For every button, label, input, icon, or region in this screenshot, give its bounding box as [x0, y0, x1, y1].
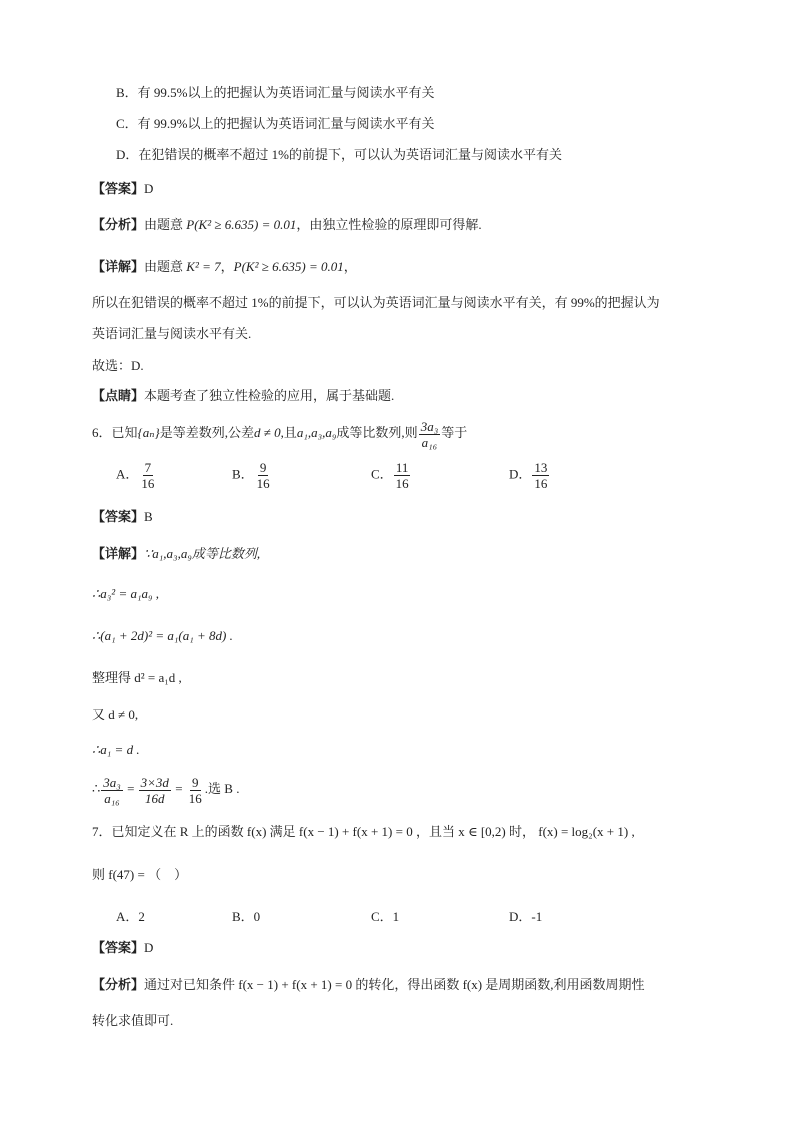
q7-analysis-l2: 转化求值即可.: [92, 1013, 174, 1028]
q5-detail: [92, 258, 357, 277]
q5-option-b: B．有 99.5%以上的把握认为英语词汇量与阅读水平有关: [116, 85, 435, 100]
comment-text: 本题考查了独立性检验的应用，属于基础题.: [144, 388, 395, 403]
detail-text: ∵a₁,a₃,a₉成等比数列,: [144, 546, 261, 561]
q6-option-a: [116, 460, 157, 491]
option-label: A．: [116, 466, 139, 482]
q6-fraction: [419, 419, 441, 450]
q5-detail-line3: 英语词汇量与阅读水平有关.: [92, 326, 252, 341]
frac-num: 11: [395, 460, 409, 475]
q6-detail-l1: [92, 545, 260, 564]
answer-value: D: [144, 940, 154, 955]
q6-detail-l6: ∴a₁ = d .: [92, 742, 140, 757]
answer-tag: 【答案】: [92, 182, 145, 197]
q5-option-d: D．在犯错误的概率不超过 1%的前提下，可以认为英语词汇量与阅读水平有关: [116, 147, 562, 162]
frac-den: 16: [534, 476, 548, 491]
detail-conclusion: .选 B .: [204, 781, 240, 796]
option-label: B．: [232, 466, 254, 482]
q6-detail-l2: ∴a₃² = a₁a₉ ,: [92, 586, 159, 601]
answer-tag: 【答案】: [92, 941, 145, 956]
frac-num: 7: [144, 460, 152, 475]
q7-option-d: D．-1: [509, 909, 543, 924]
analysis-text-end: ，由独立性检验的原理即可得解.: [296, 217, 482, 232]
q6-seq: {aₙ}: [137, 425, 160, 440]
frac-num: 13: [534, 460, 548, 475]
q7-option-c: C．1: [371, 909, 400, 924]
q7-answer: [92, 939, 153, 958]
frac-den: a₁₆: [421, 434, 438, 450]
analysis-text: 通过对已知条件 f(x − 1) + f(x + 1) = 0 的转化，得出函数 f(x) 是周期函数,利用函数周期性: [144, 977, 645, 992]
fraction-2: [139, 775, 171, 806]
q6-cond: d ≠ 0: [253, 425, 281, 440]
q6-detail-l5: 又 d ≠ 0,: [92, 707, 139, 722]
detail-formula-2: P(K² ≥ 6.635) = 0.01: [233, 259, 344, 274]
frac-den: 16: [141, 476, 155, 491]
option-fraction: [255, 460, 272, 491]
equals-sign: =: [171, 781, 186, 796]
detail-tag: 【详解】: [92, 260, 145, 275]
frac-den: 16: [395, 476, 409, 491]
q6-text: 6．已知: [92, 425, 138, 440]
answer-tag: 【答案】: [92, 510, 145, 525]
frac-den: 16: [256, 476, 270, 491]
equals-sign: =: [123, 781, 138, 796]
detail-sep: ，: [220, 259, 234, 274]
frac-num: 3a₃: [420, 418, 439, 434]
analysis-tag: 【分析】: [92, 218, 145, 233]
detail-tag: 【详解】: [92, 547, 145, 562]
frac-num: 3×3d: [140, 774, 169, 790]
frac-num: 3a₃: [103, 774, 121, 790]
q6-text-4: 成等比数列,则: [336, 425, 418, 440]
q6-text-3: ,且: [280, 425, 297, 440]
q6-answer: [92, 508, 153, 527]
frac-den: 16d: [145, 790, 165, 806]
detail-formula-1: K² = 7: [186, 259, 221, 274]
analysis-text: 由题意: [144, 217, 187, 232]
q6-text-2: 是等差数列,公差: [159, 425, 254, 440]
frac-num: 9: [192, 774, 199, 790]
frac-den: 16: [188, 790, 202, 806]
q6-stem: [92, 416, 467, 450]
q6-detail-l4: 整理得 d² = a₁d ,: [92, 670, 182, 685]
comment-tag: 【点睛】: [92, 389, 145, 404]
detail-text: 由题意: [144, 259, 187, 274]
q7-stem-l1: 7．已知定义在 R 上的函数 f(x) 满足 f(x − 1) + f(x + 1) = 0 ，且当 x ∈ [0,2) 时， f(x) = log₂(x + 1) ,: [92, 824, 635, 839]
q5-answer: [92, 180, 153, 199]
option-fraction: [139, 460, 156, 491]
option-fraction: [532, 460, 549, 491]
analysis-tag: 【分析】: [92, 978, 145, 993]
q6-option-c: [371, 460, 412, 491]
q6-option-d: [509, 460, 550, 491]
q5-comment: [92, 387, 394, 406]
q7-option-a: A．2: [116, 909, 145, 924]
q6-terms: a₁,a₃,a₉: [296, 425, 337, 440]
answer-value: B: [144, 509, 153, 524]
q7-stem-l2: 则 f(47) = （ ）: [92, 867, 188, 882]
q5-analysis: [92, 216, 482, 235]
option-label: D．: [509, 466, 532, 482]
q5-detail-line2: 所以在犯错误的概率不超过 1%的前提下，可以认为英语词汇量与阅读水平有关，有 99%的把握认为: [92, 295, 660, 310]
q6-detail-l7: [92, 772, 239, 806]
frac-num: 9: [259, 460, 267, 475]
q7-analysis-l1: [92, 976, 645, 995]
q6-text-5: 等于: [441, 425, 468, 440]
q5-detail-line4: 故选：D.: [92, 358, 144, 373]
analysis-formula: P(K² ≥ 6.635) = 0.01: [186, 217, 297, 232]
q5-option-c: C．有 99.9%以上的把握认为英语词汇量与阅读水平有关: [116, 116, 435, 131]
option-fraction: [394, 460, 411, 491]
q6-detail-l3: ∴(a₁ + 2d)² = a₁(a₁ + 8d) .: [92, 628, 233, 643]
detail-end: ，: [343, 259, 357, 274]
q6-option-b: [232, 460, 273, 491]
therefore-sign: ∴: [92, 781, 101, 796]
fraction-1: [101, 775, 123, 806]
frac-den: a₁₆: [104, 790, 120, 806]
answer-value: D: [144, 181, 154, 196]
fraction-3: [187, 775, 204, 806]
option-label: C．: [371, 466, 393, 482]
q7-option-b: B．0: [232, 909, 261, 924]
